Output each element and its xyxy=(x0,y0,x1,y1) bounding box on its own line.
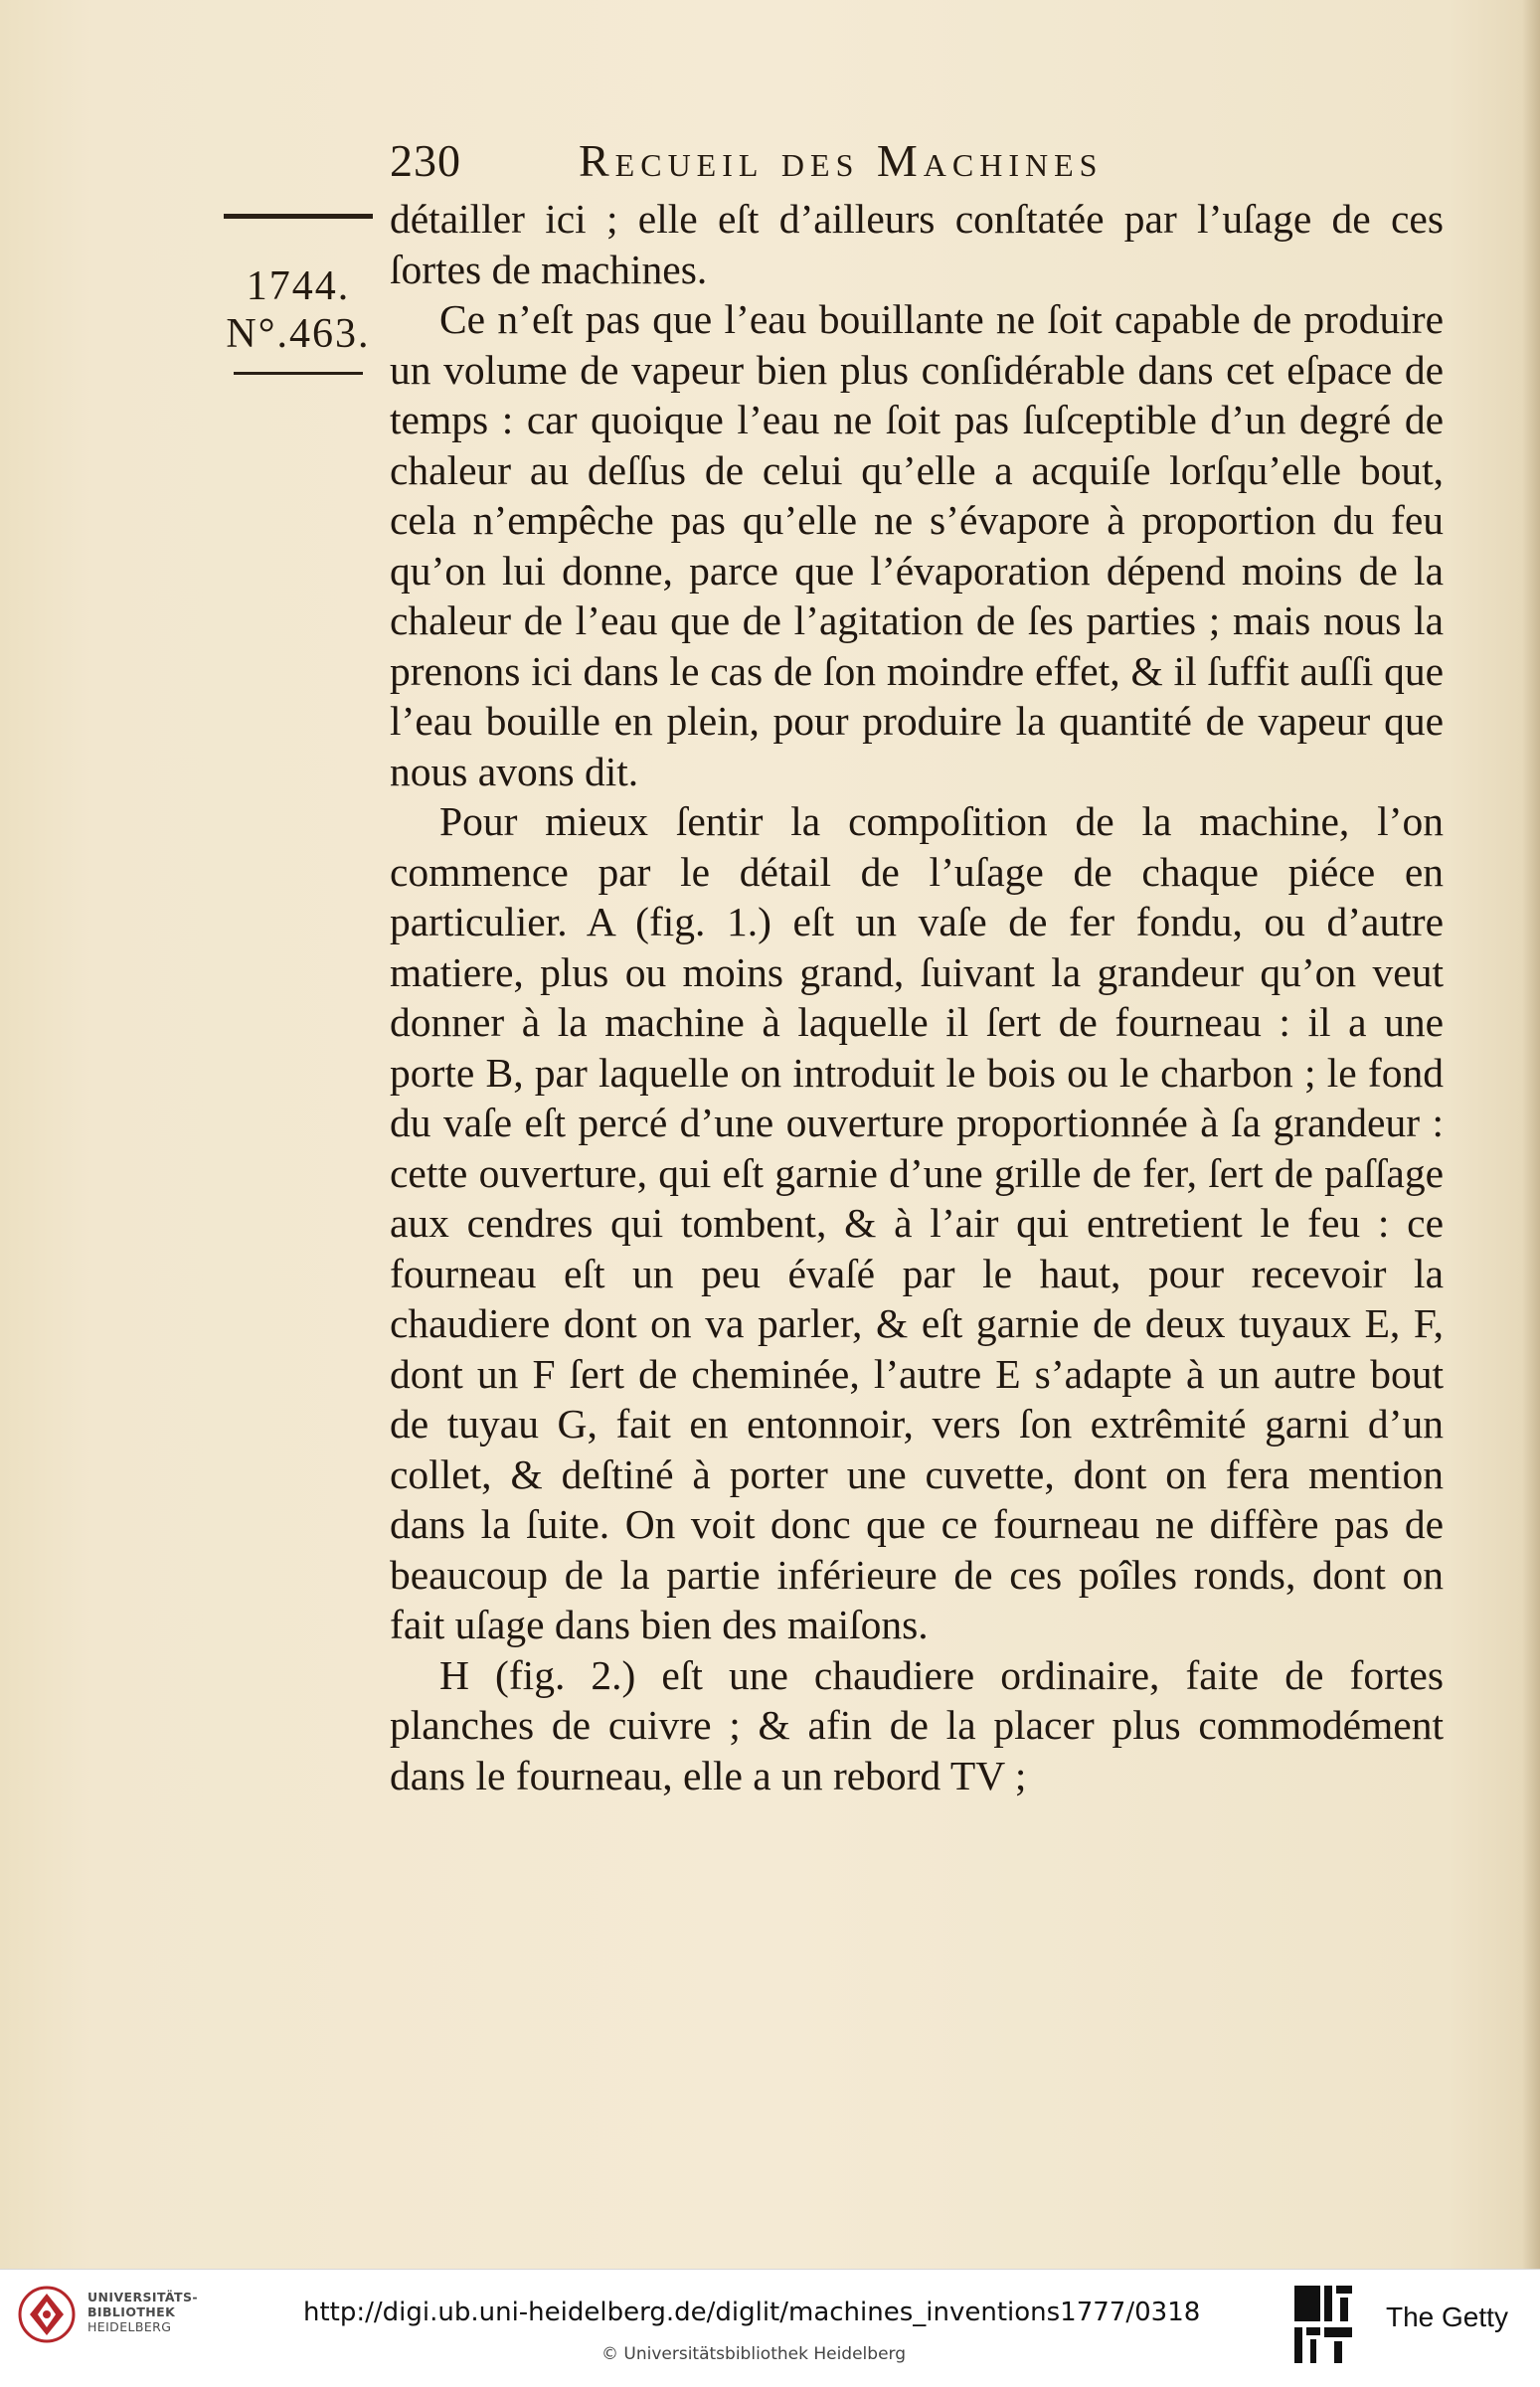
margin-rule-top xyxy=(224,214,373,219)
library-name xyxy=(87,2290,198,2334)
running-title: Recueil des Machines xyxy=(579,135,1104,186)
getty-logo-icon xyxy=(1292,2284,1354,2369)
margin-rule-bottom xyxy=(234,372,363,375)
paragraph: Ce n’eſt pas que l’eau bouillante ne ſoit capable de produire un volume de vapeur bien plus conſidérable dans cet eſpace de temps : car quoique l’eau ne ſoit pas ſuſceptible d’un degré de chaleur au deſſus de celui qu’elle a acquiſe lorſqu’elle bout, cela n’empêche pas qu’elle ne s’évapore à proportion du feu qu’on lui donne, parce que l’évaporation dépend moins de la chaleur de l’eau que de l’agitation de ſes parties ; mais nous la prenons ici dans le cas de ſon moindre effet, & il ſuffit auſſi que l’eau bouille en plein, pour produire la quantité de vapeur que nous avons dit. xyxy=(390,296,1444,794)
page-header xyxy=(390,134,1444,194)
library-name-line: BIBLIOTHEK xyxy=(87,2304,176,2319)
permalink[interactable]: http://digi.ub.uni-heidelberg.de/diglit/machines_inventions1777/0318 xyxy=(303,2298,1201,2327)
margin-year: 1744. xyxy=(246,263,351,309)
page-edge-shadow xyxy=(1522,0,1540,2269)
page-number: 230 xyxy=(390,135,461,186)
body-text xyxy=(390,194,1444,1800)
getty-name: The Getty xyxy=(1386,2302,1508,2332)
copyright-notice: © Universitätsbibliothek Heidelberg xyxy=(601,2344,907,2364)
library-name-line: UNIVERSITÄTS- xyxy=(87,2290,198,2304)
margin-note xyxy=(219,214,378,375)
viewer-footer xyxy=(0,2269,1540,2387)
margin-entry-number: N°.463. xyxy=(226,311,371,357)
university-library-logo-icon xyxy=(18,2286,76,2343)
paragraph-continuation: détailler ici ; elle eſt d’ailleurs conſtatée par l’uſage de ces ſortes de machines. xyxy=(390,196,1444,292)
paragraph: H (fig. 2.) eſt une chaudiere ordinaire, faite de fortes planches de cuivre ; & afin de la placer plus commodément dans le fourneau, elle a un rebord TV ; xyxy=(390,1651,1444,1798)
paragraph: Pour mieux ſentir la compoſition de la machine, l’on commence par le détail de l’uſage de chaque piéce en particulier. A (fig. 1.) eſt un vaſe de fer fondu, ou d’autre matiere, plus ou moins grand, ſuivant la grandeur qu’on veut donner à la machine à laquelle il ſert de fourneau : il a une porte B, par laquelle on introduit le bois ou le charbon ; le fond du vaſe eſt percé d’une ouverture proportionnée à ſa grandeur : cette ouverture, qui eſt garnie d’une grille de fer, ſert de paſſage aux cendres qui tombent, & à l’air qui entretient le feu : ce fourneau eſt un peu évaſé par le haut, pour recevoir la chaudiere dont on va parler, & eſt garnie de deux tuyaux E, F, dont un F ſert de cheminée, l’autre E s’adapte à un autre bout de tuyau G, fait en entonnoir, vers ſon extrêmité garni d’un collet, & deſtiné à porter une cuvette, dont on fera mention dans la ſuite. On voit donc que ce fourneau ne diffère pas de beaucoup de la partie inférieure de ces poîles ronds, dont on fait uſage dans bien des maiſons. xyxy=(390,798,1444,1647)
library-name-line: HEIDELBERG xyxy=(87,2319,172,2334)
